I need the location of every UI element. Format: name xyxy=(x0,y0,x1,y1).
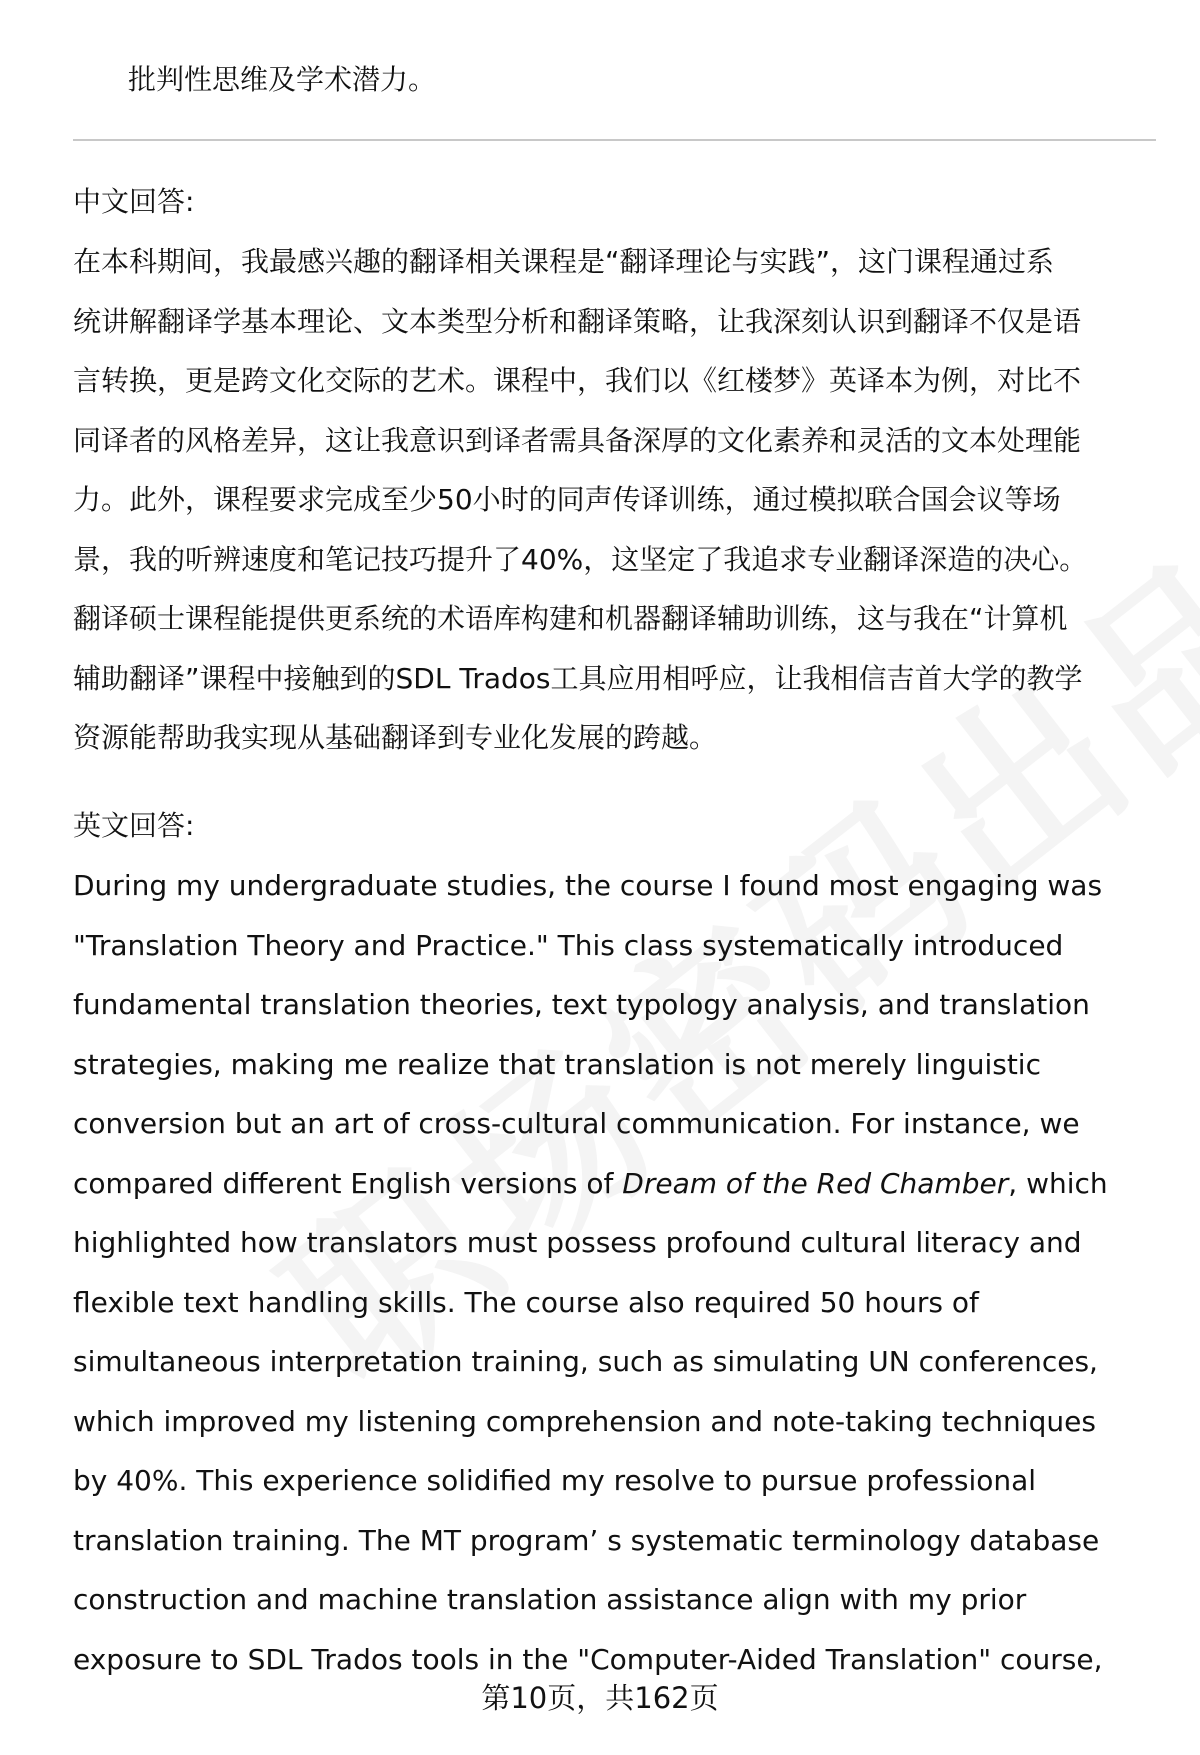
en-heading: 英文回答: xyxy=(73,809,195,842)
text-line: conversion but an art of cross-cultural communication. For instance, we xyxy=(73,1107,1080,1140)
text-line: "Translation Theory and Practice." This class systematically introduced xyxy=(73,928,1064,962)
divider xyxy=(73,139,1156,141)
text-line: highlighted how translators must possess profound cultural literacy and xyxy=(73,1226,1082,1259)
page-number: 第10页，共162页 xyxy=(481,1681,719,1715)
text-line: 在本科期间，我最感兴趣的翻译相关课程是“翻译理论与实践”，这门课程通过系 xyxy=(73,245,1055,278)
text-line: fundamental translation theories, text typology analysis, and translation xyxy=(73,988,1090,1021)
text-segment: compared different English versions of xyxy=(73,1166,623,1200)
book-title: Dream of the Red Chamber xyxy=(622,1166,1009,1200)
text-line: 资源能帮助我实现从基础翻译到专业化发展的跨越。 xyxy=(73,721,718,754)
text-line: simultaneous interpretation training, such as simulating UN conferences, xyxy=(73,1345,1098,1378)
text-line: translation training. The MT program’ s systematic terminology database xyxy=(73,1523,1100,1557)
text-line: 力。此外，课程要求完成至少50小时的同声传译训练，通过模拟联合国会议等场 xyxy=(73,483,1061,516)
zh-heading: 中文回答: xyxy=(73,185,195,218)
text-line: During my undergraduate studies, the course I found most engaging was xyxy=(73,869,1103,902)
text-segment: , which xyxy=(1008,1166,1108,1200)
text-line: flexible text handling skills. The course also required 50 hours of xyxy=(73,1285,979,1319)
text-line: construction and machine translation assistance align with my prior xyxy=(73,1583,1027,1616)
previous-paragraph-tail: 批判性思维及学术潜力。 xyxy=(128,63,437,96)
text-line: 同译者的风格差异，这让我意识到译者需具备深厚的文化素养和灵活的文本处理能 xyxy=(73,423,1082,457)
text-line xyxy=(73,1166,1108,1202)
text-line: 言转换，更是跨文化交际的艺术。课程中，我们以《红楼梦》英译本为例，对比不 xyxy=(73,364,1082,397)
text-line: which improved my listening comprehension and note-taking techniques xyxy=(73,1404,1096,1438)
text-line: strategies, making me realize that translation is not merely linguistic xyxy=(73,1047,1041,1081)
text-line: 统讲解翻译学基本理论、文本类型分析和翻译策略，让我深刻认识到翻译不仅是语 xyxy=(73,304,1082,338)
text-line: 翻译硕士课程能提供更系统的术语库构建和机器翻译辅助训练，这与我在“计算机 xyxy=(73,602,1068,635)
text-line: 景，我的听辨速度和笔记技巧提升了40%，这坚定了我追求专业翻译深造的决心。 xyxy=(73,542,1088,576)
text-line: by 40%. This experience solidified my resolve to pursue professional xyxy=(73,1464,1037,1497)
text-line: 辅助翻译”课程中接触到的SDL Trados工具应用相呼应，让我相信吉首大学的教学 xyxy=(73,661,1083,695)
text-line: exposure to SDL Trados tools in the "Computer-Aided Translation" course, xyxy=(73,1642,1103,1676)
